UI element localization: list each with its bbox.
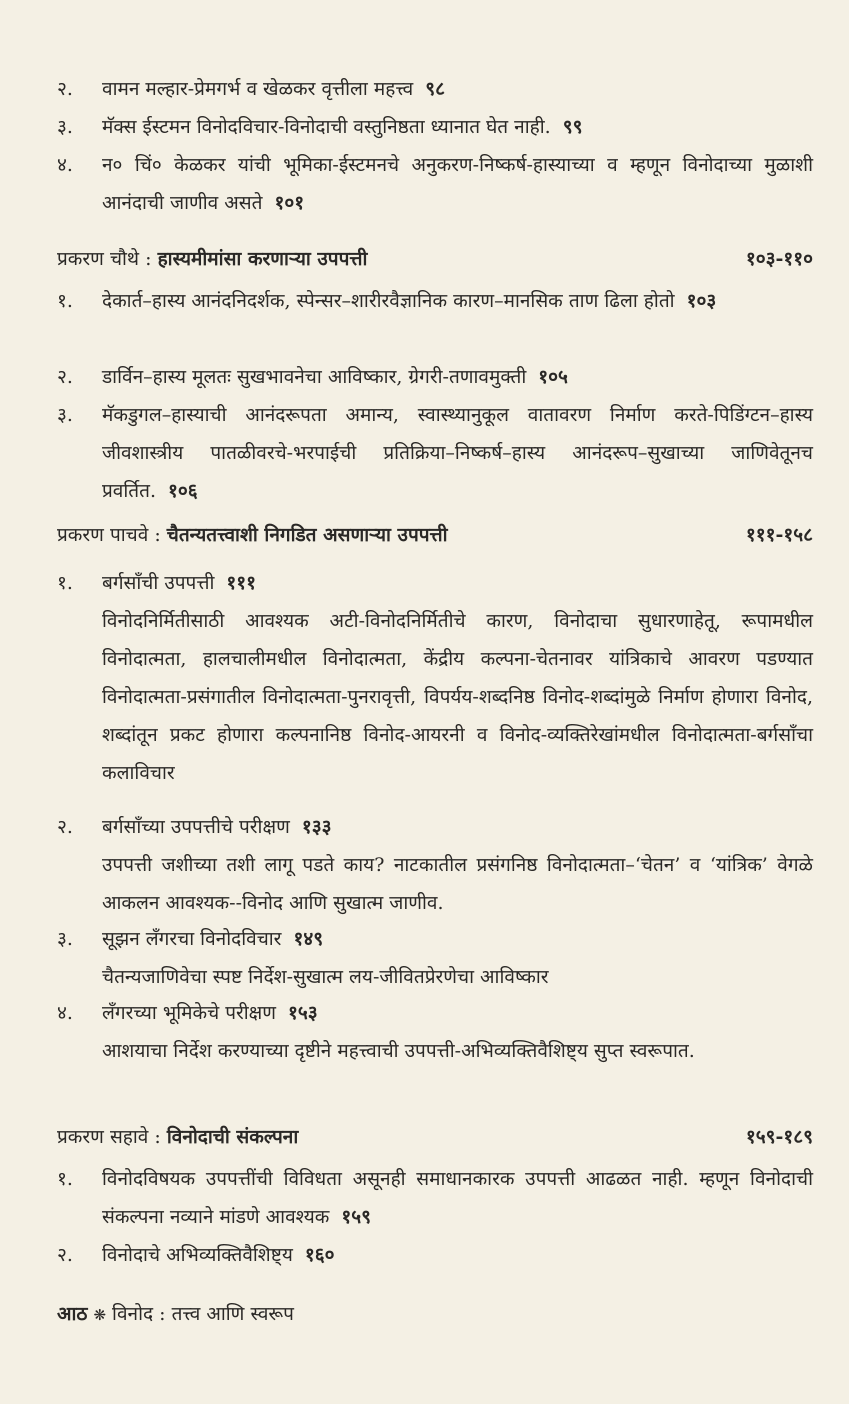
chapter-label: प्रकरण सहावे : <box>57 1126 161 1148</box>
entry-number: ३. <box>57 928 73 950</box>
toc-entry <box>57 70 813 108</box>
chapter-heading <box>57 1118 813 1156</box>
entry-page-number: १०६ <box>168 480 198 502</box>
entry-page-number: १६० <box>304 1244 335 1266</box>
chapter-page-range: १११-१५८ <box>745 524 813 546</box>
chapter-title: चैतन्यतत्त्वाशी निगडित असणाऱ्या उपपत्ती <box>166 524 448 546</box>
toc-entry <box>57 808 813 922</box>
entry-text: मॅक्स ईस्टमन विनोदविचार-विनोदाची वस्तुनिष्ठता ध्यानात घेत नाही. <box>102 116 551 138</box>
toc-entry <box>57 994 813 1070</box>
entry-text: डार्विन–हास्य मूलतः सुखभावनेचा आविष्कार, ग्रेगरी-तणावमुक्ती <box>102 366 527 388</box>
toc-entry <box>57 920 813 996</box>
entry-text: मॅकडुगल–हास्याची आनंदरूपता अमान्य, स्वास्थ्यानुकूल वातावरण निर्माण करते-पिडिंग्टन–हास्य जीवशास्त्रीय पातळीवरचे-भरपाईची प्रतिक्रिया–निष्कर्ष–हास्य आनंदरूप–सुखाच्या जाणिवेतूनच प्रवर्तित. <box>102 404 813 502</box>
running-title: विनोद : तत्त्व आणि स्वरूप <box>112 1303 294 1325</box>
entry-number: १. <box>57 290 73 312</box>
page-footer <box>57 1296 294 1333</box>
entry-number: ४. <box>57 1002 73 1024</box>
entry-heading: बर्गसाँच्या उपपत्तीचे परीक्षण <box>102 816 290 838</box>
entry-text: वामन मल्हार-प्रेमगर्भ व खेळकर वृत्तीला महत्त्व <box>102 78 414 100</box>
toc-entry <box>57 396 813 510</box>
toc-entry <box>57 1236 813 1274</box>
entry-number: २. <box>57 1244 73 1266</box>
entry-page-number: १४९ <box>293 928 324 950</box>
entry-description: चैतन्यजाणिवेचा स्पष्ट निर्देश-सुखात्म लय-जीवितप्रेरणेचा आविष्कार <box>102 966 549 988</box>
entry-number: ४. <box>57 154 73 176</box>
entry-page-number: १०१ <box>274 192 305 214</box>
chapter-title: हास्यमीमांसा करणाऱ्या उपपत्ती <box>157 248 368 270</box>
toc-entry <box>57 282 813 320</box>
entry-description: विनोदनिर्मितीसाठी आवश्यक अटी-विनोदनिर्मितीचे कारण, विनोदाचा सुधारणाहेतू, रूपामधील विनोदात्मता, हालचालीमधील विनोदात्मता, केंद्रीय कल्पना-चेतनावर यांत्रिकाचे आवरण पडण्यात विनोदात्मता-प्रसंगातील विनोदात्मता-पुनरावृत्ती, विपर्यय-शब्दनिष्ठ विनोद-शब्दांमुळे निर्माण होणारा विनोद, शब्दांतून प्रकट होणारा कल्पनानिष्ठ विनोद-आयरनी व विनोद-व्यक्तिरेखांमधील विनोदात्मता-बर्गसाँचा कलाविचार <box>102 610 813 784</box>
toc-entry <box>57 1160 813 1236</box>
entry-page-number: १५९ <box>341 1206 371 1228</box>
entry-number: ३. <box>57 404 73 426</box>
chapter-heading <box>57 240 813 278</box>
toc-entry <box>57 146 813 222</box>
toc-entry <box>57 358 813 396</box>
entry-text: विनोदाचे अभिव्यक्तिवैशिष्ट्य <box>102 1244 293 1266</box>
toc-entry <box>57 108 813 146</box>
chapter-page-range: १०३-११० <box>745 248 813 270</box>
ornament-icon: ❋ <box>93 1306 107 1324</box>
entry-number: १. <box>57 572 73 594</box>
entry-description: उपपत्ती जशीच्या तशी लागू पडते काय? नाटकातील प्रसंगनिष्ठ विनोदात्मता–‘चेतन’ व ‘यांत्रिक’ वेगळे आकलन आवश्यक--विनोद आणि सुखात्म जाणीव. <box>102 854 813 914</box>
entry-page-number: १०५ <box>538 366 568 388</box>
chapter-page-range: १५९-१८९ <box>745 1126 813 1148</box>
entry-page-number: १०३ <box>686 290 717 312</box>
chapter-title: विनोदाची संकल्पना <box>166 1126 299 1148</box>
entry-page-number: १३३ <box>301 816 332 838</box>
entry-text: न० चिं० केळकर यांची भूमिका-ईस्टमनचे अनुकरण-निष्कर्ष-हास्याच्या व म्हणून विनोदाच्या मुळाशी आनंदाची जाणीव असते <box>102 154 813 214</box>
entry-text: देकार्त–हास्य आनंदनिदर्शक, स्पेन्सर–शारीरवैज्ञानिक कारण–मानसिक ताण ढिला होतो <box>102 290 675 312</box>
entry-heading: लँगरच्या भूमिकेचे परीक्षण <box>102 1002 277 1024</box>
entry-description: आशयाचा निर्देश करण्याच्या दृष्टीने महत्त्वाची उपपत्ती-अभिव्यक्तिवैशिष्ट्य सुप्त स्वरूपात. <box>102 1040 695 1062</box>
chapter-label: प्रकरण पाचवे : <box>57 524 161 546</box>
entry-heading: बर्गसाँची उपपत्ती <box>102 572 215 594</box>
entry-text: विनोदविषयक उपपत्तींची विविधता असूनही समाधानकारक उपपत्ती आढळत नाही. म्हणून विनोदाची संकल्पना नव्याने मांडणे आवश्यक <box>102 1168 813 1228</box>
chapter-heading <box>57 516 813 554</box>
entry-page-number: ९८ <box>425 78 446 100</box>
entry-number: २. <box>57 816 73 838</box>
page-number-label: आठ <box>57 1303 88 1325</box>
entry-number: ३. <box>57 116 73 138</box>
entry-heading: सूझन लँगरचा विनोदविचार <box>102 928 282 950</box>
entry-page-number: १११ <box>226 572 257 594</box>
chapter-label: प्रकरण चौथे : <box>57 248 152 270</box>
entry-number: १. <box>57 1168 73 1190</box>
entry-number: २. <box>57 78 73 100</box>
toc-entry <box>57 564 813 792</box>
entry-number: २. <box>57 366 73 388</box>
entry-page-number: ९९ <box>562 116 583 138</box>
entry-page-number: १५३ <box>288 1002 318 1024</box>
